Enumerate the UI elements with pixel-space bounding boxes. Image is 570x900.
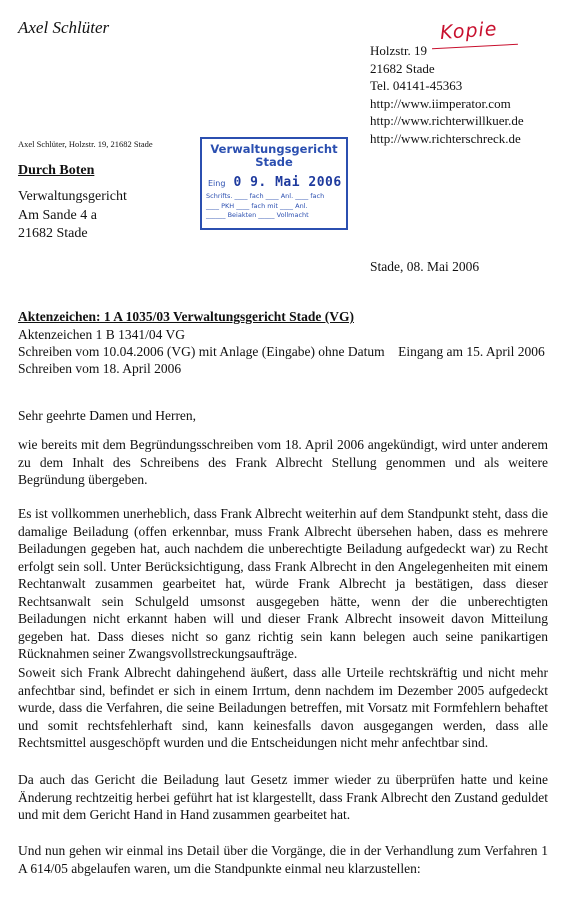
recipient-street: Am Sande 4 a [18, 207, 97, 223]
letter-date: Stade, 08. Mai 2006 [370, 259, 480, 274]
stamp-title-line2: Stade [255, 155, 293, 169]
recipient-city: 21682 Stade [18, 226, 88, 241]
stamp-date-row [202, 175, 346, 190]
reference-line-2: Aktenzeichen 1 B 1341/04 VG [18, 327, 185, 342]
stamp-title-line1: Verwaltungsgericht [210, 142, 338, 156]
sender-phone: Tel. 04141-45363 [370, 78, 463, 93]
body-paragraph: Es ist vollkommen unerheblich, dass Frank Albrecht weiterhin auf dem Standpunkt steht, dass die damalige Beiladung (offen erkennbar, muss Frank Albrecht übersehen haben, dass es mehrere Beiladungen gegeben hat, auch nachdem die unberechtigte Beiladung aufgedeckt war) zu Recht erfolgt sein soll. Unter Berücksichtigung, dass Frank Albrecht in den Angelegenheiten mit einem Rechtanwalt zusammen gearbeitet hat, würde Frank Albrecht ja bestätigen, dass dieser Rechtsanwalt sein Schulgeld umsonst ausgegeben hätte, wenn der die unberechtigten Beiladungen nicht erkannt haben will und dieser Frank Albrecht insoweit davon Mitteilung gegeben hat. Dass dieses nicht so ganz richtig sein kann belegen auch seine panikartigen Rücknahmen seiner Zwangsvollstreckungsaufträge. [18, 506, 548, 661]
sender-street: Holzstr. 19 [370, 43, 428, 58]
body-paragraph: Da auch das Gericht die Beiladung laut Gesetz immer wieder zu überprüfen hatte und keine Änderung rechtzeitig herbei geführt hat ist klargestellt, dass Frank Albrecht den Zustand geduldet und mit dem Gericht Hand in Hand zusammen gearbeitet hat. [18, 772, 548, 822]
reference-line-4: Schreiben vom 18. April 2006 [18, 361, 182, 376]
stamp-row-1: Schrifts. ____ fach ____ Anl. ____ fach [206, 192, 325, 200]
sender-web-link-3[interactable]: http://www.richterschreck.de [370, 130, 521, 146]
stamp-title [202, 143, 346, 169]
reference-block [18, 326, 545, 377]
sender-address-block [370, 42, 524, 147]
recipient-name: Verwaltungsgericht [18, 189, 127, 204]
kopie-stamp: Kopie [439, 18, 499, 44]
sender-web-link-2[interactable]: http://www.richterwillkuer.de [370, 113, 524, 128]
reference-main: Aktenzeichen: 1 A 1035/03 Verwaltungsgericht Stade (VG) [18, 309, 354, 324]
body-paragraph: wie bereits mit dem Begründungsschreiben vom 18. April 2006 angekündigt, wird unter anderem zu dem Inhalt des Schreibens des Frank Albrecht Stellung genommen und als weitere Begründung übergeben. [18, 437, 548, 487]
recipient-address-block [18, 188, 127, 244]
delivery-method: Durch Boten [18, 163, 95, 178]
letterhead-name: Axel Schlüter [18, 18, 110, 37]
sender-city: 21682 Stade [370, 60, 435, 76]
return-address-line: Axel Schlüter, Holzstr. 19, 21682 Stade [18, 139, 153, 149]
court-received-stamp [200, 137, 348, 230]
stamp-received-date: 0 9. Mai 2006 [233, 175, 342, 190]
stamp-row-3: ______ Beiakten _____ Vollmacht [206, 211, 309, 219]
sender-web-link-1[interactable]: http://www.iimperator.com [370, 95, 511, 111]
salutation: Sehr geehrte Damen und Herren, [18, 408, 197, 423]
stamp-eing-label: Eing [208, 179, 226, 188]
reference-line-3: Schreiben vom 10.04.2006 (VG) mit Anlage (Eingabe) ohne Datum Eingang am 15. April 2006 [18, 344, 545, 359]
body-paragraph: Soweit sich Frank Albrecht dahingehend äußert, dass alle Urteile rechtskräftig und nicht mehr anfechtbar sind, befindet er sich in einem Irrtum, denn nachdem im Dezember 2005 aufgedeckt wurde, dass die Verfahren, die seine Beiladungen betreffen, mit Vorsatz mit Formfehlern behaftet und somit rechtsfehlerhaft sind, kann keinesfalls davon ausgegangen werden, dass alle Rechtsmittel ausgeschöpft wurden und die Entscheidungen nicht mehr anfechtbar sind. [18, 665, 548, 750]
stamp-row-2: ____ PKH ____ fach mit ____ Anl. [206, 201, 308, 210]
body-paragraph: Und nun gehen wir einmal ins Detail über die Vorgänge, die in der Verhandlung zum Verfahren 1 A 614/05 abgelaufen waren, um die Standpunkte einmal neu klarzustellen: [18, 843, 548, 876]
